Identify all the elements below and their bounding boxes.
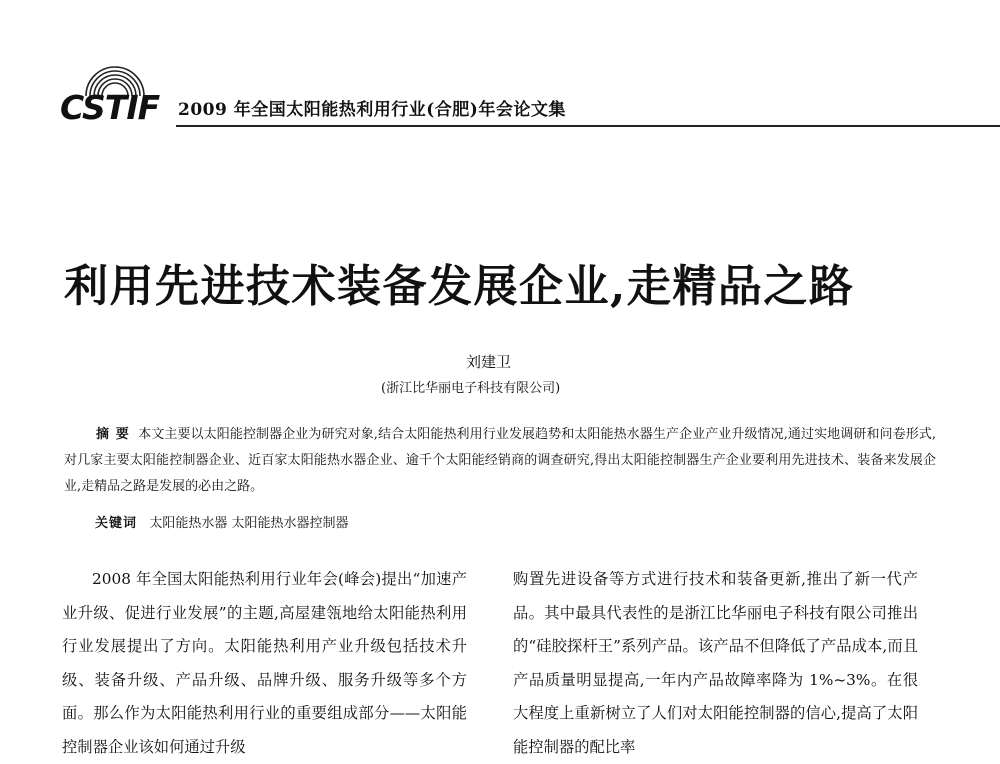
abstract [64, 422, 936, 500]
proceedings-title: 2009 年全国太阳能热利用行业(合肥)年会论文集 [178, 100, 566, 120]
author-name: 刘建卫 [466, 353, 512, 371]
cstif-logo [60, 62, 170, 132]
body-column-left: 2008 年全国太阳能热利用行业年会(峰会)提出“加速产业升级、促进行业发展”的主题,高屋建瓴地给太阳能热利用行业发展提出了方向。太阳能热利用产业升级包括技术升级、装备升级、产品升级、品牌升级、服务升级等多个方面。那么作为太阳能热利用行业的重要组成部分——太阳能控制器企业该如何通过升级 [62, 570, 467, 756]
abstract-text: 本文主要以太阳能控制器企业为研究对象,结合太阳能热利用行业发展趋势和太阳能热水器生产企业产业升级情况,通过实地调研和问卷形式,对几家主要太阳能控制器企业、近百家太阳能热水器企业、逾千个太阳能经销商的调查研究,得出太阳能控制器生产企业要利用先进技术、装备来发展企业,走精品之路是发展的必由之路。 [64, 427, 937, 494]
author-affiliation: (浙江比华丽电子科技有限公司) [381, 381, 561, 396]
body-column-right: 购置先进设备等方式进行技术和装备更新,推出了新一代产品。其中最具代表性的是浙江比华丽电子科技有限公司推出的“硅胶探杆王”系列产品。该产品不但降低了产品成本,而且产品质量明显提高,一年内产品故障率降为 1%~3%。在很大程度上重新树立了人们对太阳能控制器的信心,提高了太阳能控制器的配比率 [513, 570, 918, 756]
header-divider [176, 125, 1000, 127]
keywords [95, 512, 349, 531]
keywords-label: 关键词 [95, 516, 138, 531]
abstract-label: 摘 要 [96, 427, 130, 442]
keywords-text: 太阳能热水器 太阳能热水器控制器 [149, 516, 349, 531]
logo-text: CSTIF [60, 88, 160, 127]
paper-title: 利用先进技术装备发展企业,走精品之路 [64, 261, 855, 312]
